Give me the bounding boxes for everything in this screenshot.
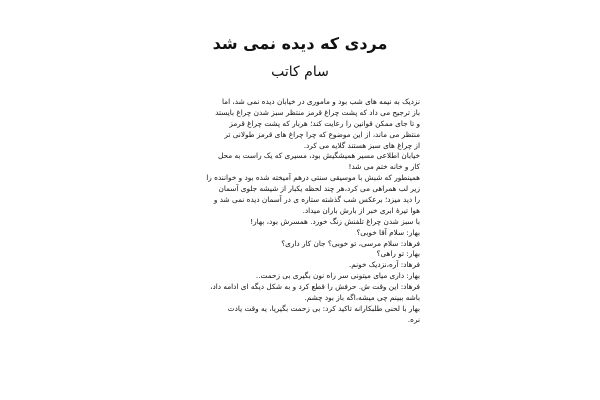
body-line: از چراغ های سبز هستند گلایه می کرد. <box>303 140 420 150</box>
body-line: نزدیک به نیمه های شب بود و ماموری در خیابان دیده نمی شد، اما <box>221 97 420 106</box>
body-line: خیابان اطلاعی مسیر همیشگیش بود، مسیری که یک راست به محل <box>218 151 420 161</box>
body-line: همینطور که شبش با موسیقی سنتی درهم آمیخته شده بود و خواننده را <box>206 173 420 183</box>
body-line: کار و خانه ختم می شد! <box>348 162 420 172</box>
body-line: هوا تیره‌ٔ ابری خبر از بارش باران میداد. <box>302 205 420 215</box>
story-author: سام کاتب <box>271 64 329 80</box>
body-line: و تا جای ممکن قوانین را رعایت کند؛ هربار که پشت چراغ قرمز <box>229 118 420 128</box>
body-line: بهار با لحنی طلبکارانه تاکید کرد: بی زحمت بگیریا، یه وقت یادت <box>227 303 420 313</box>
body-line: بهار: داری میای میتونی سر راه نون بگیری بی زحمت.. <box>255 271 420 281</box>
body-line: باشه ببینم چی میشه،اگه باز بود چشم. <box>304 293 420 303</box>
body-line: بهار: تو راهی؟ <box>376 249 420 259</box>
body-line: منتظر می ماند، از این موضوع که چرا چراغ های قرمز طولانی تر <box>224 129 420 139</box>
body-line: باز ترجیح می داد که پشت چراغ قرمز منتظر سبز شدن چراغ بایستد <box>215 107 420 117</box>
body-line: بهار: سلام آقا خوبی؟ <box>356 227 420 237</box>
body-line: نره. <box>407 314 420 324</box>
story-title: مردی که دیده نمی شد <box>212 34 388 53</box>
body-line: فرهاد: آره،نزدیک خونم. <box>348 260 420 270</box>
story-body <box>190 97 420 326</box>
body-line: با سبز شدن چراغ تلفنش زنگ خورد. همسرش بود، بهار! <box>250 216 420 226</box>
body-line: زیر لب همراهی می کرد،هر چند لحظه یکبار از شیشه جلوی آسمان <box>218 184 420 194</box>
body-line: فرهاد: سلام مرسی، تو خوبی؟ جان کار داری؟ <box>281 238 420 248</box>
body-line: را دید میزد؛ برعکس شب گذشته ستاره ی در آسمان دیده نمی شد و <box>213 195 420 205</box>
body-line: فرهاد: این وقت ش. حرفش را قطع کرد و به شکل دیگه ای ادامه داد، <box>210 282 420 292</box>
